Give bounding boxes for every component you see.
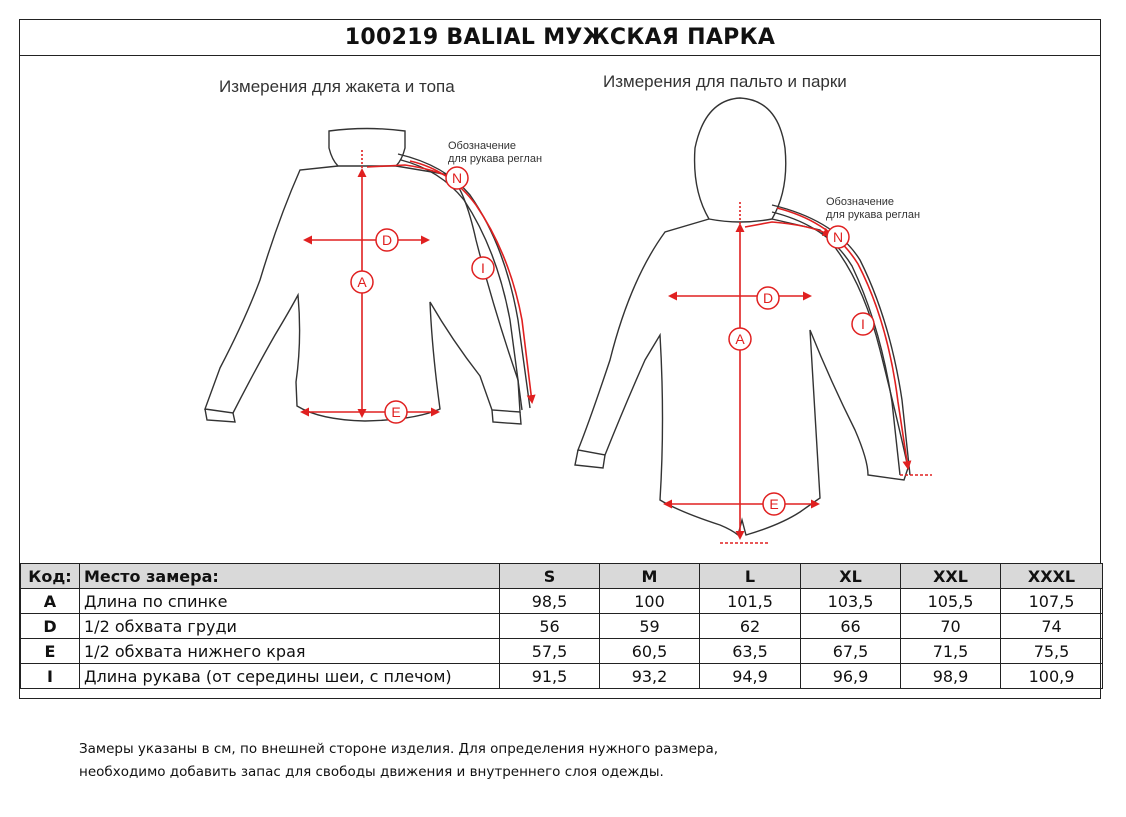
jacket-markers xyxy=(351,167,494,423)
row-value: 93,2 xyxy=(600,664,700,689)
row-code: A xyxy=(21,589,80,614)
parka-marker-d: D xyxy=(762,290,774,306)
footnote xyxy=(79,738,718,784)
jacket-measurements xyxy=(302,150,532,416)
row-value: 105,5 xyxy=(901,589,1001,614)
row-value: 96,9 xyxy=(801,664,901,689)
row-place: 1/2 обхвата нижнего края xyxy=(80,639,500,664)
parka-marker-i: I xyxy=(861,316,865,332)
footnote-line: Замеры указаны в см, по внешней стороне изделия. Для определения нужного размера, xyxy=(79,741,719,757)
row-value: 56 xyxy=(500,614,600,639)
row-value: 66 xyxy=(801,614,901,639)
jacket-marker-d: D xyxy=(381,232,393,248)
table-row xyxy=(21,664,1103,689)
jacket-marker-i: I xyxy=(481,260,485,276)
row-value: 101,5 xyxy=(700,589,801,614)
row-value: 70 xyxy=(901,614,1001,639)
row-value: 94,9 xyxy=(700,664,801,689)
jacket-raglan-note: Обозначение для рукава реглан xyxy=(448,140,543,165)
jacket-marker-a: A xyxy=(357,274,367,290)
table-row xyxy=(21,589,1103,614)
code-header: Код: xyxy=(21,564,80,589)
row-code: D xyxy=(21,614,80,639)
table-row xyxy=(21,614,1103,639)
parka-measurements xyxy=(665,202,932,543)
jacket-collar xyxy=(329,129,405,167)
row-value: 67,5 xyxy=(801,639,901,664)
row-place: Длина по спинке xyxy=(80,589,500,614)
row-value: 103,5 xyxy=(801,589,901,614)
row-value: 74 xyxy=(1001,614,1103,639)
row-place: 1/2 обхвата груди xyxy=(80,614,500,639)
row-value: 75,5 xyxy=(1001,639,1103,664)
jacket-marker-e: E xyxy=(391,404,401,420)
size-chart-sheet xyxy=(19,19,1101,699)
parka-marker-a: A xyxy=(735,331,745,347)
row-value: 107,5 xyxy=(1001,589,1103,614)
jacket-caption: Измерения для жакета и топа xyxy=(219,77,455,96)
size-header: L xyxy=(700,564,801,589)
row-value: 98,5 xyxy=(500,589,600,614)
parka-caption: Измерения для пальто и парки xyxy=(603,72,847,91)
row-value: 62 xyxy=(700,614,801,639)
page-title: 100219 BALIAL МУЖСКАЯ ПАРКА xyxy=(344,25,776,50)
size-header: M xyxy=(600,564,700,589)
place-header: Место замера: xyxy=(80,564,500,589)
parka-raglan-note: Обозначение для рукава реглан xyxy=(826,196,921,221)
row-place: Длина рукава (от середины шеи, с плечом) xyxy=(80,664,500,689)
size-header: XXL xyxy=(901,564,1001,589)
row-value: 60,5 xyxy=(600,639,700,664)
jacket-marker-n: N xyxy=(451,170,463,186)
size-table xyxy=(20,563,1103,689)
size-header: XXXL xyxy=(1001,564,1103,589)
row-code: E xyxy=(21,639,80,664)
table-header-row xyxy=(21,564,1103,589)
row-value: 100 xyxy=(600,589,700,614)
table-row xyxy=(21,639,1103,664)
row-value: 63,5 xyxy=(700,639,801,664)
parka-markers xyxy=(729,226,874,515)
row-value: 71,5 xyxy=(901,639,1001,664)
row-value: 98,9 xyxy=(901,664,1001,689)
row-value: 59 xyxy=(600,614,700,639)
footnote-line: необходимо добавить запас для свободы движения и внутреннего слоя одежды. xyxy=(79,764,664,780)
parka-marker-n: N xyxy=(832,229,844,245)
parka-marker-e: E xyxy=(769,496,779,512)
row-value: 91,5 xyxy=(500,664,600,689)
size-header: XL xyxy=(801,564,901,589)
size-header: S xyxy=(500,564,600,589)
row-value: 100,9 xyxy=(1001,664,1103,689)
row-code: I xyxy=(21,664,80,689)
garment-diagrams xyxy=(20,20,1102,563)
row-value: 57,5 xyxy=(500,639,600,664)
